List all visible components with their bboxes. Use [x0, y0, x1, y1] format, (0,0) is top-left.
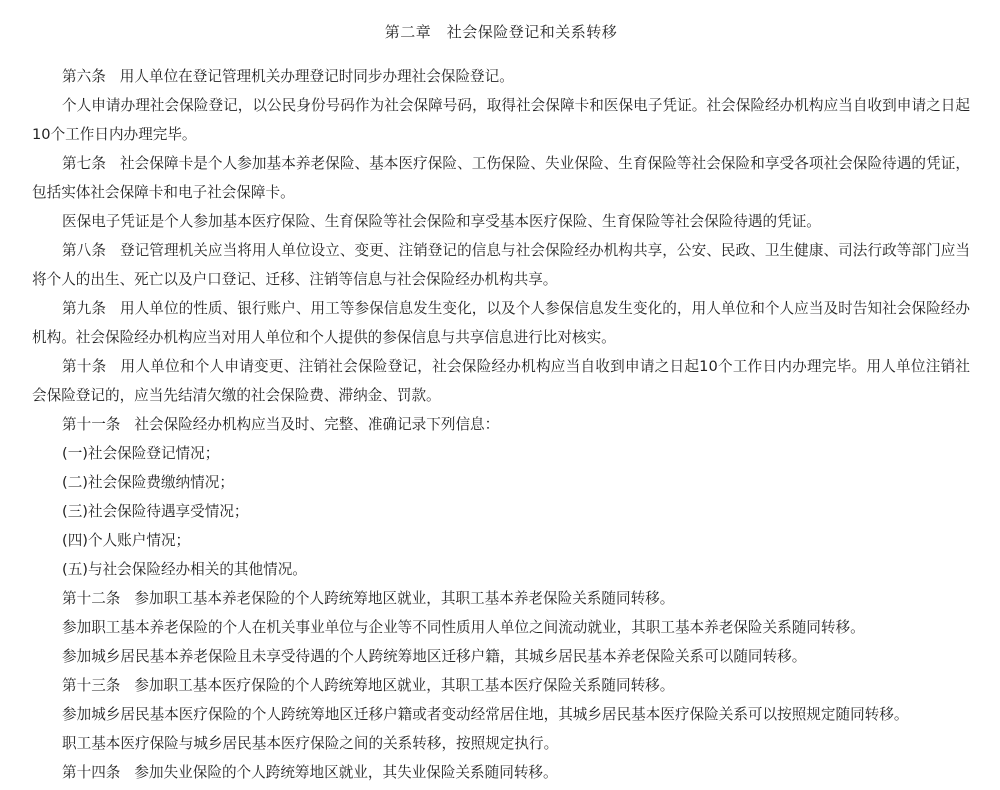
paragraph: [32, 555, 970, 584]
paragraph-text: 用人单位的性质、银行账户、用工等参保信息发生变化，以及个人参保信息发生变化的，用人单位和个人应当及时告知社会保险经办机构。社会保险经办机构应当对用人单位和个人提供的参保信息与共享信息进行比对核实。: [32, 300, 970, 346]
paragraph-text: 社会保障卡是个人参加基本养老保险、基本医疗保险、工伤保险、失业保险、生育保险等社会保险和享受各项社会保险待遇的凭证，包括实体社会保障卡和电子社会保障卡。: [32, 155, 970, 201]
document-body: [32, 62, 970, 787]
paragraph: [32, 729, 970, 758]
paragraph-text: 职工基本医疗保险与城乡居民基本医疗保险之间的关系转移，按照规定执行。: [62, 735, 559, 752]
paragraph-text: 参加城乡居民基本医疗保险的个人跨统筹地区迁移户籍或者变动经常居住地，其城乡居民基本医疗保险关系可以按照规定随同转移。: [62, 706, 909, 723]
paragraph: [32, 294, 970, 352]
paragraph: [32, 352, 970, 410]
paragraph: [32, 613, 970, 642]
paragraph: [32, 207, 970, 236]
article-number: 第十二条: [62, 590, 121, 607]
paragraph: [32, 584, 970, 613]
article-number: 第七条: [62, 155, 106, 172]
paragraph: [32, 700, 970, 729]
paragraph-text: (四)个人账户情况；: [62, 532, 191, 549]
paragraph-text: 参加职工基本医疗保险的个人跨统筹地区就业，其职工基本医疗保险关系随同转移。: [134, 677, 675, 694]
paragraph-text: 医保电子凭证是个人参加基本医疗保险、生育保险等社会保险和享受基本医疗保险、生育保险等社会保险待遇的凭证。: [62, 213, 821, 230]
paragraph-text: (一)社会保险登记情况；: [62, 445, 220, 462]
article-number: 第八条: [62, 242, 106, 259]
paragraph-text: (二)社会保险费缴纳情况；: [62, 474, 234, 491]
paragraph-text: 参加城乡居民基本养老保险且未享受待遇的个人跨统筹地区迁移户籍，其城乡居民基本养老保险关系可以随同转移。: [62, 648, 807, 665]
article-number: 第九条: [62, 300, 106, 317]
paragraph: [32, 758, 970, 787]
paragraph: [32, 642, 970, 671]
paragraph: [32, 91, 970, 149]
paragraph: [32, 439, 970, 468]
paragraph: [32, 62, 970, 91]
paragraph-text: (五)与社会保险经办相关的其他情况。: [62, 561, 307, 578]
article-number: 第十条: [62, 358, 107, 375]
paragraph-text: (三)社会保险待遇享受情况；: [62, 503, 249, 520]
paragraph-text: 参加失业保险的个人跨统筹地区就业，其失业保险关系随同转移。: [134, 764, 558, 781]
paragraph: [32, 671, 970, 700]
paragraph: [32, 468, 970, 497]
article-number: 第十三条: [62, 677, 121, 694]
paragraph-text: 用人单位和个人申请变更、注销社会保险登记，社会保险经办机构应当自收到申请之日起10个工作日内办理完毕。用人单位注销社会保险登记的，应当先结清欠缴的社会保险费、滞纳金、罚款。: [32, 358, 970, 404]
paragraph-text: 登记管理机关应当将用人单位设立、变更、注销登记的信息与社会保险经办机构共享，公安、民政、卫生健康、司法行政等部门应当将个人的出生、死亡以及户口登记、迁移、注销等信息与社会保险经办机构共享。: [32, 242, 970, 288]
paragraph: [32, 497, 970, 526]
paragraph: [32, 149, 970, 207]
article-number: 第十四条: [62, 764, 121, 781]
paragraph: [32, 526, 970, 555]
paragraph-text: 社会保险经办机构应当及时、完整、准确记录下列信息：: [134, 416, 500, 433]
article-number: 第六条: [62, 68, 106, 85]
paragraph: [32, 410, 970, 439]
paragraph-text: 参加职工基本养老保险的个人跨统筹地区就业，其职工基本养老保险关系随同转移。: [134, 590, 675, 607]
paragraph-text: 参加职工基本养老保险的个人在机关事业单位与企业等不同性质用人单位之间流动就业，其职工基本养老保险关系随同转移。: [62, 619, 865, 636]
paragraph: [32, 236, 970, 294]
paragraph-text: 用人单位在登记管理机关办理登记时同步办理社会保险登记。: [119, 68, 514, 85]
article-number: 第十一条: [62, 416, 121, 433]
paragraph-text: 个人申请办理社会保险登记，以公民身份号码作为社会保障号码，取得社会保障卡和医保电子凭证。社会保险经办机构应当自收到申请之日起10个工作日内办理完毕。: [32, 97, 970, 143]
chapter-title: 第二章 社会保险登记和关系转移: [384, 23, 618, 41]
